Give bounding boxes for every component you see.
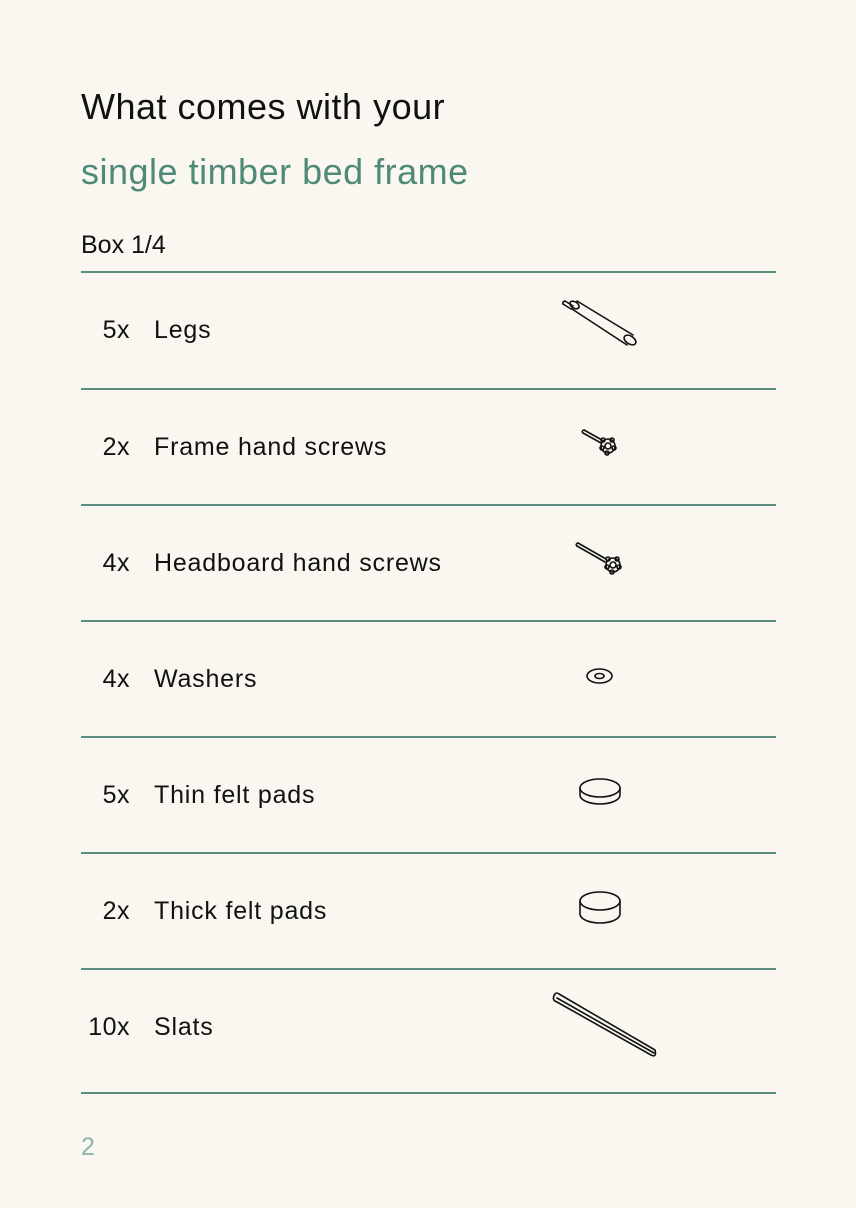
slat-icon (541, 970, 671, 1084)
item-quantity: 4x (102, 548, 130, 577)
long-hand-screw-icon (541, 506, 671, 620)
item-name: Thick felt pads (154, 896, 328, 925)
item-row-headboard-hand-screws (81, 506, 776, 620)
item-name: Legs (154, 315, 212, 344)
item-row-legs (81, 273, 776, 387)
page-number: 2 (81, 1133, 95, 1161)
item-quantity: 10x (88, 1012, 130, 1041)
washer-icon (541, 622, 671, 736)
item-row-washers (81, 622, 776, 736)
item-quantity: 2x (102, 896, 130, 925)
item-quantity: 5x (102, 780, 130, 809)
item-row-thin-felt-pads (81, 738, 776, 852)
item-name: Headboard hand screws (154, 548, 442, 577)
title-line-1: What comes with your (81, 86, 446, 127)
item-row-frame-hand-screws (81, 390, 776, 504)
item-quantity: 5x (102, 315, 130, 344)
item-row-thick-felt-pads (81, 854, 776, 968)
item-row-slats (81, 970, 776, 1084)
thick-felt-pad-icon (541, 854, 671, 968)
hand-screw-icon (541, 390, 671, 504)
divider (81, 1092, 776, 1094)
thin-felt-pad-icon (541, 738, 671, 852)
item-quantity: 4x (102, 664, 130, 693)
item-name: Slats (154, 1012, 214, 1041)
box-label: Box 1/4 (81, 231, 166, 259)
item-name: Washers (154, 664, 258, 693)
item-quantity: 2x (102, 432, 130, 461)
title-line-2: single timber bed frame (81, 151, 469, 192)
item-name: Frame hand screws (154, 432, 388, 461)
leg-icon (541, 273, 671, 387)
item-name: Thin felt pads (154, 780, 316, 809)
